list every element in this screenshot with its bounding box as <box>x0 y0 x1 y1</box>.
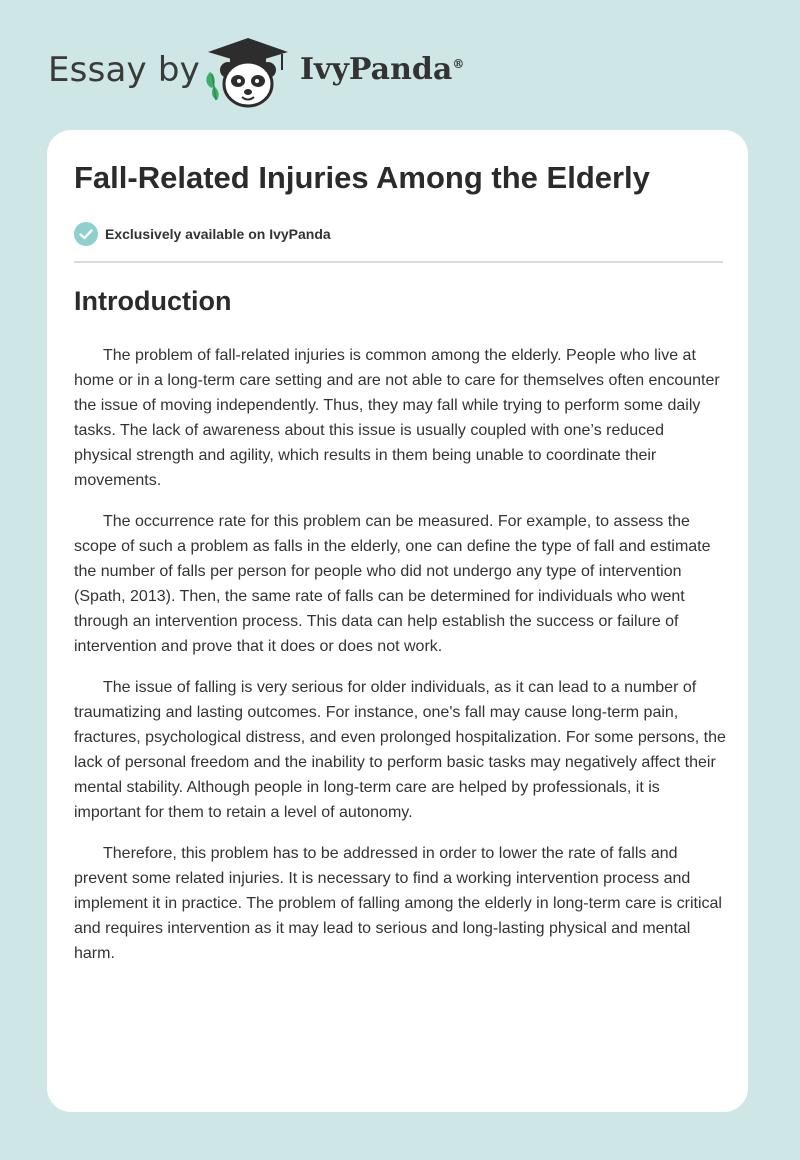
site-header <box>0 0 800 130</box>
badge-label: Exclusively available on IvyPanda <box>105 226 331 242</box>
ivy-leaf-icon <box>206 72 218 100</box>
paragraph: Therefore, this problem has to be addressed in order to lower the rate of falls and prevent some related injuries. It is necessary to find a working intervention process and implement it in practice. The problem of falling among the elderly in long-term care is critical and requires intervention as it may lead to serious and long-lasting physical and mental harm. <box>74 845 722 962</box>
article-body <box>74 343 726 982</box>
paragraph: The problem of fall-related injuries is common among the elderly. People who live at home or in a long-term care setting and are not able to care for themselves often encounter the issue of moving independently. Thus, they may fall while trying to perform some daily tasks. The lack of awareness about this issue is usually coupled with one’s reduced physical strength and agility, which results in them being unable to coordinate their movements. <box>74 347 720 489</box>
paragraph: The occurrence rate for this problem can be measured. For example, to assess the scope of such a problem as falls in the elderly, one can define the type of fall and estimate the number of falls per person for people who did not undergo any type of intervention (Spath, 2013). Then, the same rate of falls can be determined for individuals who went through an intervention process. This data can help establish the success or failure of intervention and prove that it does or does not work. <box>74 513 711 655</box>
essay-card <box>47 130 748 1112</box>
essay-by-label: Essay by <box>48 50 200 90</box>
section-heading: Introduction <box>74 286 232 316</box>
panda-logo-icon[interactable] <box>202 34 294 112</box>
brand-name[interactable] <box>300 52 464 87</box>
paragraph: The issue of falling is very serious for older individuals, as it can lead to a number of traumatizing and lasting outcomes. For instance, one's fall may cause long-term pain, fractures, psychological distress, and even prolonged hospitalization. For some persons, the lack of personal freedom and the inability to perform basic tasks may negatively affect their mental stability. Although people in long-term care are helped by professionals, it is important for them to retain a level of autonomy. <box>74 679 726 821</box>
check-circle-icon <box>74 222 98 246</box>
page-title: Fall-Related Injuries Among the Elderly <box>74 160 650 195</box>
registered-mark: ® <box>452 57 465 71</box>
divider <box>74 261 723 263</box>
exclusive-badge <box>74 222 331 246</box>
brand-text: IvyPanda <box>300 52 453 87</box>
